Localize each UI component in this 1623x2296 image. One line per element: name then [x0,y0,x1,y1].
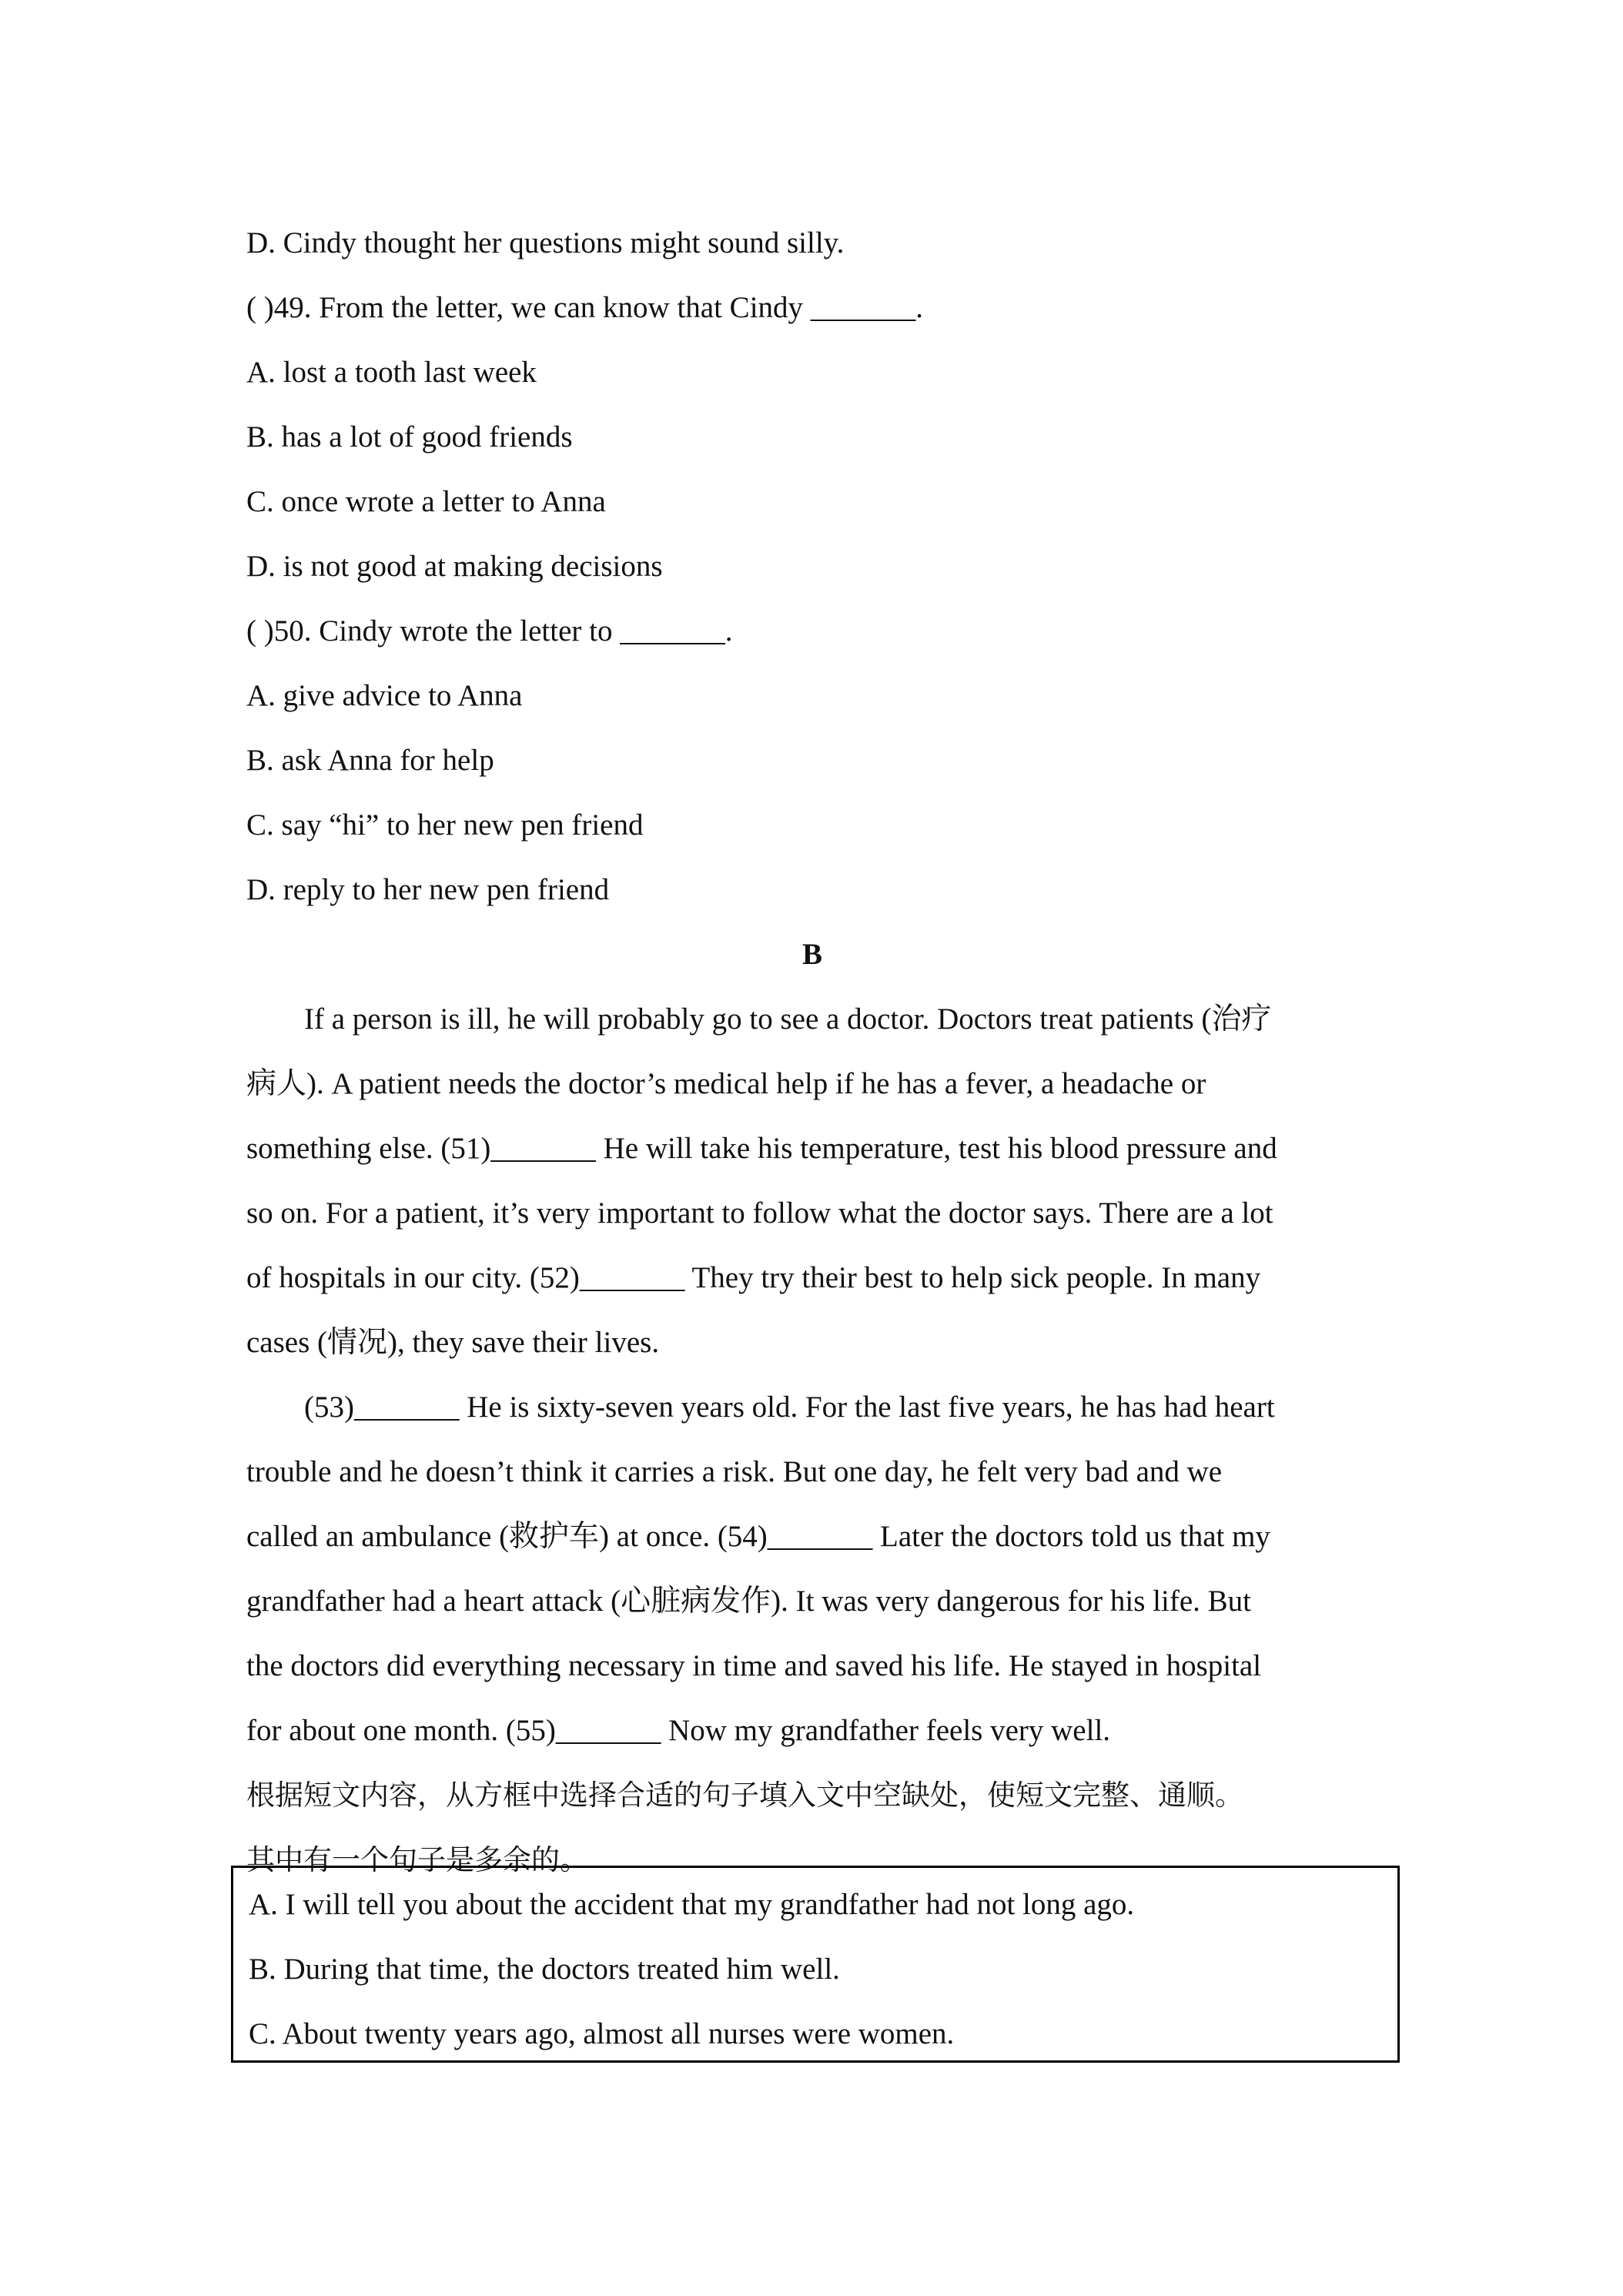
paragraph-line: cases (情况), they save their lives. [246,1326,660,1359]
paragraph-line: something else. (51)_______ He will take his temperature, test his blood pressure and [246,1132,1277,1165]
passage-paragraph-2 [246,1375,1401,1763]
answer-choices-box [231,1866,1400,2063]
q48-option-d: D. Cindy thought her questions might sound silly. [246,226,845,259]
q49-option-a: A. lost a tooth last week [246,356,537,389]
paragraph-line: (53)_______ He is sixty-seven years old. For the last five years, he has had heart [304,1391,1275,1424]
passage-paragraph-1 [246,987,1401,1375]
paragraph-line: for about one month. (55)_______ Now my grandfather feels very well. [246,1714,1111,1747]
paragraph-line: called an ambulance (救护车) at once. (54)_______ Later the doctors told us that my [246,1520,1270,1553]
q49-option-c: C. once wrote a letter to Anna [246,485,606,518]
paragraph-line: trouble and he doesn’t think it carries a risk. But one day, he felt very bad and we [246,1455,1223,1488]
paragraph-line: so on. For a patient, it’s very important to follow what the doctor says. There are a lot [246,1197,1273,1230]
q50-option-d: D. reply to her new pen friend [246,873,610,906]
q50-option-a: A. give advice to Anna [246,679,523,712]
q50-option-c: C. say “hi” to her new pen friend [246,808,644,842]
instruction-line: 其中有一个句子是多余的。 [246,1843,588,1876]
q50-option-b: B. ask Anna for help [246,744,494,777]
paragraph-line: 病人). A patient needs the doctor’s medical help if he has a fever, a headache or [246,1067,1206,1100]
choice-c: C. About twenty years ago, almost all nurses were women. [249,2017,955,2050]
paragraph-line: of hospitals in our city. (52)_______ They try their best to help sick people. In many [246,1261,1261,1294]
choice-b: B. During that time, the doctors treated him well. [249,1953,840,1986]
section-b-heading: B [801,938,822,971]
paragraph-line: the doctors did everything necessary in time and saved his life. He stayed in hospital [246,1649,1262,1682]
choice-a: A. I will tell you about the accident that my grandfather had not long ago. [249,1888,1135,1921]
paragraph-line: If a person is ill, he will probably go to see a doctor. Doctors treat patients (治疗 [304,1002,1272,1036]
q49-stem: ( )49. From the letter, we can know that Cindy _______. [246,291,924,324]
q50-stem: ( )50. Cindy wrote the letter to _______. [246,614,733,648]
worksheet-page [246,211,1401,1893]
paragraph-line: grandfather had a heart attack (心脏病发作). It was very dangerous for his life. But [246,1585,1251,1618]
q49-option-d: D. is not good at making decisions [246,550,663,583]
q49-option-b: B. has a lot of good friends [246,420,573,454]
instruction-line: 根据短文内容，从方框中选择合适的句子填入文中空缺处，使短文完整、通顺。 [246,1779,1243,1812]
